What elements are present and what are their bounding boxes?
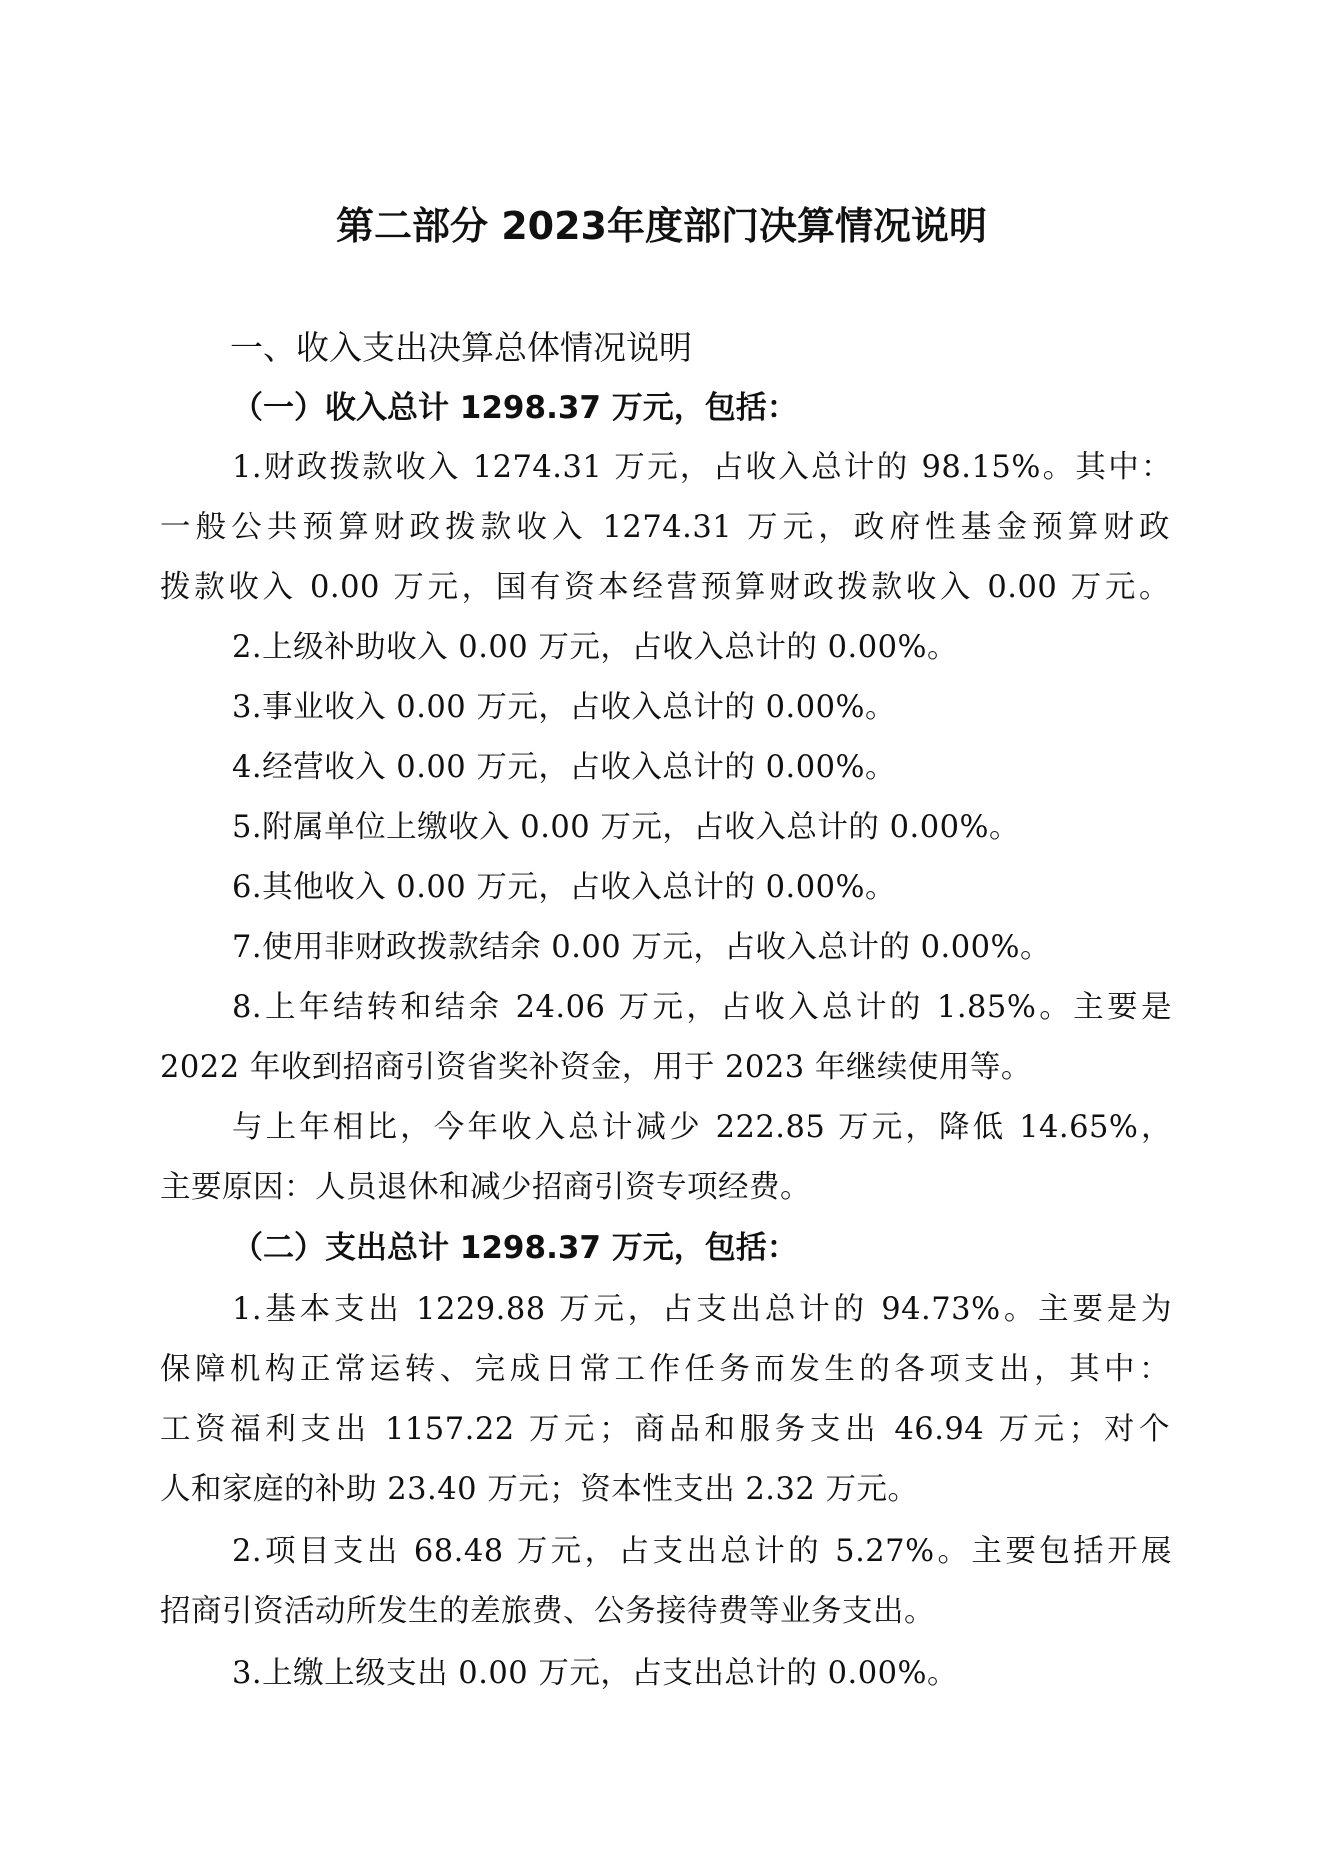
expense-line: 保障机构正常运转、完成日常工作任务而发生的各项支出，其中： [160,1352,1170,1387]
income-line: 2022 年收到招商引资省奖补资金，用于 2023 年继续使用等。 [160,1050,1032,1085]
income-line: 4.经营收入 0.00 万元，占收入总计的 0.00%。 [232,750,896,785]
income-line: 1.财政拨款收入 1274.31 万元，占收入总计的 98.15%。其中： [232,450,1172,485]
income-line: 2.上级补助收入 0.00 万元，占收入总计的 0.00%。 [232,630,958,665]
section-heading: 一、收入支出决算总体情况说明 [230,328,692,367]
expense-heading: （二）支出总计 1298.37 万元，包括： [232,1230,798,1266]
expense-line: 工资福利支出 1157.22 万元；商品和服务支出 46.94 万元；对个 [160,1412,1170,1447]
expense-line: 2.项目支出 68.48 万元，占支出总计的 5.27%。主要包括开展 [232,1534,1172,1569]
page-title: 第二部分 2023年度部门决算情况说明 [336,204,987,248]
income-line: 拨款收入 0.00 万元，国有资本经营预算财政拨款收入 0.00 万元。 [160,570,1170,605]
income-line: 一般公共预算财政拨款收入 1274.31 万元，政府性基金预算财政 [160,510,1170,545]
expense-line: 1.基本支出 1229.88 万元，占支出总计的 94.73%。主要是为 [232,1292,1172,1327]
expense-line: 3.上缴上级支出 0.00 万元，占支出总计的 0.00%。 [232,1656,958,1691]
income-line: 6.其他收入 0.00 万元，占收入总计的 0.00%。 [232,870,896,905]
income-line: 5.附属单位上缴收入 0.00 万元，占收入总计的 0.00%。 [232,810,1020,845]
income-line: 3.事业收入 0.00 万元，占收入总计的 0.00%。 [232,690,896,725]
income-line: 8.上年结转和结余 24.06 万元，占收入总计的 1.85%。主要是 [232,990,1172,1025]
income-line: 主要原因：人员退休和减少招商引资专项经费。 [160,1170,811,1205]
expense-line: 人和家庭的补助 23.40 万元；资本性支出 2.32 万元。 [160,1472,919,1507]
income-line: 与上年相比，今年收入总计减少 222.85 万元，降低 14.65%， [232,1110,1172,1145]
expense-line: 招商引资活动所发生的差旅费、公务接待费等业务支出。 [160,1594,935,1629]
income-heading: （一）收入总计 1298.37 万元，包括： [232,390,798,426]
income-line: 7.使用非财政拨款结余 0.00 万元，占收入总计的 0.00%。 [232,930,1051,965]
